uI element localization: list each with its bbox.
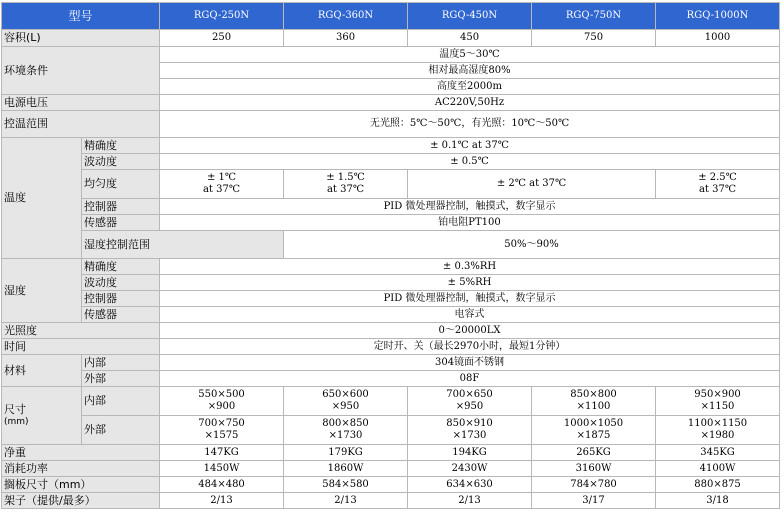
cell-value: 4100W (656, 461, 780, 477)
row-label-humidity-range: 湿度控制范围 (82, 231, 284, 259)
cell-value: 484×480 (160, 477, 284, 493)
cell-value: PID 微处理器控制，触摸式，数字显示 (160, 291, 780, 307)
table-row (2, 387, 780, 416)
spec-table (1, 2, 780, 509)
row-label-environment: 环境条件 (2, 47, 160, 95)
sub-label: 波动度 (82, 154, 160, 170)
cell-value: 3/18 (656, 493, 780, 509)
cell-value: ± 0.5℃ (160, 154, 780, 170)
cell-value: 179KG (284, 445, 408, 461)
cell-line: ×1575 (204, 430, 239, 441)
table-row (2, 154, 780, 170)
cell-line: 950×900 (694, 389, 741, 400)
table-row (2, 416, 780, 445)
cell-line: ×1150 (700, 401, 735, 412)
cell-value: 1450W (160, 461, 284, 477)
cell-value: ± 2℃ at 37℃ (408, 170, 656, 199)
size-unit: (mm) (4, 416, 29, 427)
cell-value: 750 (532, 30, 656, 47)
sub-label: 传感器 (82, 307, 160, 323)
table-row (2, 291, 780, 307)
cell-value (284, 416, 408, 445)
cell-value (160, 387, 284, 416)
sub-label: 内部 (82, 355, 160, 371)
cell-value: 0～20000LX (160, 323, 780, 339)
row-label-temp-range: 控温范围 (2, 111, 160, 138)
sub-label: 传感器 (82, 215, 160, 231)
sub-label: 外部 (82, 371, 160, 387)
cell-value (160, 170, 284, 199)
table-row (2, 111, 780, 138)
sub-label: 内部 (82, 387, 160, 416)
sub-label: 精确度 (82, 259, 160, 275)
table-row (2, 95, 780, 111)
cell-line: ×900 (207, 401, 236, 412)
table-row (2, 371, 780, 387)
cell-value: 2/13 (284, 493, 408, 509)
cell-line: ×1730 (452, 430, 487, 441)
cell-value: 无光照：5℃～50℃，有光照：10℃～50℃ (160, 111, 780, 138)
cell-value (284, 387, 408, 416)
model-header-label: 型号 (2, 3, 160, 30)
cell-value (532, 387, 656, 416)
cell-value: 360 (284, 30, 408, 47)
cell-line: at 37℃ (326, 184, 365, 195)
cell-value: 08F (160, 371, 780, 387)
cell-value: 定时开、关（最长2970小时，最短1分钟） (160, 339, 780, 355)
row-label-material: 材料 (2, 355, 82, 387)
cell-value: 880×875 (656, 477, 780, 493)
cell-value: 电容式 (160, 307, 780, 323)
cell-line: 650×600 (322, 389, 369, 400)
model-header: RGQ-250N (160, 3, 284, 30)
cell-line: at 37℃ (202, 184, 241, 195)
sub-label: 控制器 (82, 291, 160, 307)
cell-value: 304镜面不锈钢 (160, 355, 780, 371)
table-row (2, 199, 780, 215)
header-row (2, 3, 780, 30)
table-row (2, 307, 780, 323)
cell-line: ± 1℃ (206, 172, 237, 183)
cell-value: 2/13 (408, 493, 532, 509)
table-row (2, 339, 780, 355)
cell-value: 147KG (160, 445, 284, 461)
cell-value: 高度至2000m (160, 79, 780, 95)
table-row (2, 275, 780, 291)
cell-line: 1000×1050 (563, 418, 624, 429)
cell-value: 3160W (532, 461, 656, 477)
table-row (2, 231, 780, 259)
cell-line: ×1875 (576, 430, 611, 441)
cell-line: at 37℃ (698, 184, 737, 195)
table-row (2, 47, 780, 63)
row-label-shelf-size: 搁板尺寸（mm） (2, 477, 160, 493)
cell-value (284, 170, 408, 199)
sub-label: 外部 (82, 416, 160, 445)
row-label-illuminance: 光照度 (2, 323, 160, 339)
cell-value: 2/13 (160, 493, 284, 509)
row-label-volume: 容积(L) (2, 30, 160, 47)
row-label-temperature: 温度 (2, 138, 82, 259)
cell-line: 700×750 (198, 418, 245, 429)
table-row (2, 30, 780, 47)
cell-value: 194KG (408, 445, 532, 461)
size-label: 尺寸 (4, 402, 26, 416)
table-row (2, 138, 780, 154)
cell-value: 相对最高湿度80% (160, 63, 780, 79)
cell-value (656, 416, 780, 445)
cell-value: 450 (408, 30, 532, 47)
cell-value: ± 0.1℃ at 37℃ (160, 138, 780, 154)
cell-value (656, 387, 780, 416)
sub-label: 均匀度 (82, 170, 160, 199)
cell-line: ×950 (455, 401, 484, 412)
model-header: RGQ-1000N (656, 3, 780, 30)
table-row (2, 215, 780, 231)
cell-value: 2430W (408, 461, 532, 477)
row-label-timer: 时间 (2, 339, 160, 355)
cell-value (160, 416, 284, 445)
row-label-size (2, 387, 82, 445)
model-header: RGQ-750N (532, 3, 656, 30)
cell-value: 345KG (656, 445, 780, 461)
cell-value: 铂电阻PT100 (160, 215, 780, 231)
cell-value (408, 387, 532, 416)
cell-value: AC220V,50Hz (160, 95, 780, 111)
row-label-shelves: 架子（提供/最多） (2, 493, 160, 509)
sub-label: 精确度 (82, 138, 160, 154)
model-header: RGQ-450N (408, 3, 532, 30)
cell-value: 250 (160, 30, 284, 47)
cell-value: ± 5%RH (160, 275, 780, 291)
table-row (2, 445, 780, 461)
cell-line: 800×850 (322, 418, 369, 429)
sub-label: 波动度 (82, 275, 160, 291)
cell-value: 温度5～30℃ (160, 47, 780, 63)
cell-line: ×950 (331, 401, 360, 412)
cell-value: 1000 (656, 30, 780, 47)
cell-line: 850×800 (570, 389, 617, 400)
cell-line: 700×650 (446, 389, 493, 400)
cell-line: 550×500 (198, 389, 245, 400)
cell-line: 850×910 (446, 418, 493, 429)
table-row (2, 259, 780, 275)
table-row (2, 477, 780, 493)
row-label-net-weight: 净重 (2, 445, 160, 461)
cell-value: 3/17 (532, 493, 656, 509)
table-row (2, 461, 780, 477)
cell-value (656, 170, 780, 199)
cell-value: PID 微处理器控制，触摸式，数字显示 (160, 199, 780, 215)
cell-line: ×1730 (328, 430, 363, 441)
cell-value: ± 0.3%RH (160, 259, 780, 275)
table-row (2, 170, 780, 199)
cell-value: 50%～90% (284, 231, 780, 259)
table-row (2, 323, 780, 339)
row-label-humidity: 湿度 (2, 259, 82, 323)
model-header: RGQ-360N (284, 3, 408, 30)
cell-value: 1860W (284, 461, 408, 477)
table-row (2, 493, 780, 509)
cell-line: 1100×1150 (687, 418, 748, 429)
table-row (2, 355, 780, 371)
sub-label: 控制器 (82, 199, 160, 215)
cell-line: ×1100 (576, 401, 611, 412)
cell-value: 265KG (532, 445, 656, 461)
cell-line: ×1980 (700, 430, 735, 441)
cell-value (532, 416, 656, 445)
cell-value: 784×780 (532, 477, 656, 493)
cell-value: 634×630 (408, 477, 532, 493)
cell-line: ± 1.5℃ (326, 172, 365, 183)
row-label-power-consumption: 消耗功率 (2, 461, 160, 477)
cell-value: 584×580 (284, 477, 408, 493)
cell-value (408, 416, 532, 445)
cell-line: ± 2.5℃ (698, 172, 737, 183)
row-label-power: 电源电压 (2, 95, 160, 111)
